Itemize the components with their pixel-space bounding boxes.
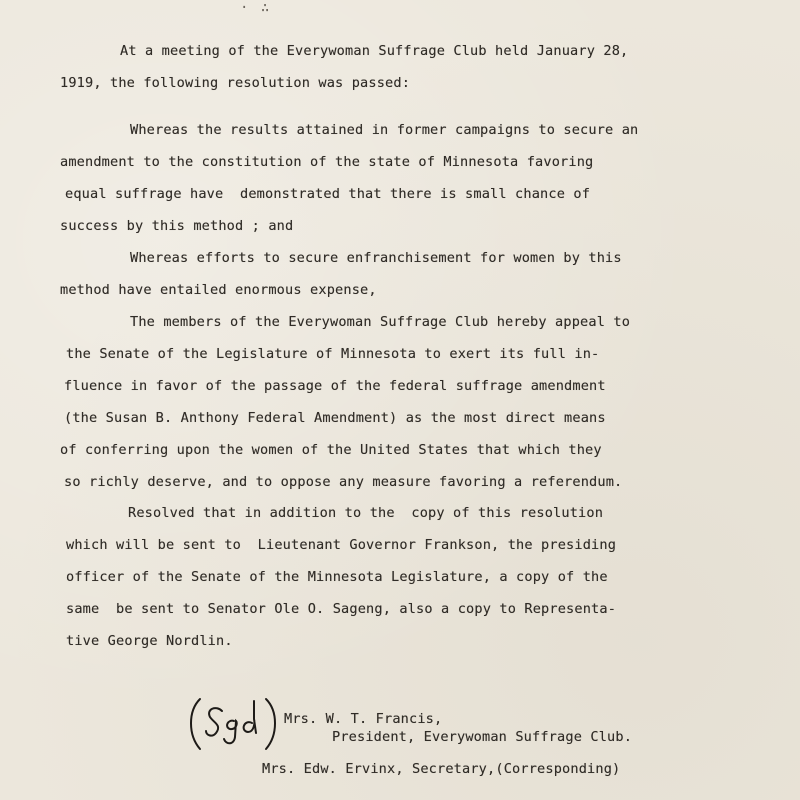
text-line: 1919, the following resolution was passed: [60, 75, 411, 91]
text-line: amendment to the constitution of the state of Minnesota favoring [60, 154, 594, 170]
ink-speck: · ∴ [240, 0, 272, 16]
text-line: method have entailed enormous expense, [60, 282, 377, 298]
text-line: same be sent to Senator Ole O. Sageng, also a copy to Representa- [66, 601, 617, 617]
text-line: Whereas the results attained in former campaigns to secure an [130, 122, 639, 138]
text-line: Resolved that in addition to the copy of this resolution [128, 505, 604, 521]
text-line: success by this method ; and [60, 218, 294, 234]
text-line: so richly deserve, and to oppose any measure favoring a referendum. [64, 474, 623, 490]
text-line: fluence in favor of the passage of the federal suffrage amendment [64, 378, 606, 394]
text-line: tive George Nordlin. [66, 633, 233, 649]
text-line: (the Susan B. Anthony Federal Amendment) as the most direct means [64, 410, 606, 426]
text-line: of conferring upon the women of the United States that which they [60, 442, 602, 458]
text-line: the Senate of the Legislature of Minnesota to exert its full in- [66, 346, 600, 362]
handwritten-sgd-mark [182, 693, 282, 753]
text-line: equal suffrage have demonstrated that there is small chance of [65, 186, 591, 202]
text-line: The members of the Everywoman Suffrage Club hereby appeal to [130, 314, 631, 330]
signer-title: President, Everywoman Suffrage Club. [332, 729, 633, 745]
text-line: Whereas efforts to secure enfranchisement for women by this [130, 250, 622, 266]
text-line: officer of the Senate of the Minnesota Legislature, a copy of the [66, 569, 608, 585]
text-line: At a meeting of the Everywoman Suffrage Club held January 28, [120, 43, 629, 59]
secretary-line: Mrs. Edw. Ervinx, Secretary,(Corresponding) [262, 761, 621, 777]
signer-name: Mrs. W. T. Francis, [284, 711, 443, 727]
text-line: which will be sent to Lieutenant Governor Frankson, the presiding [66, 537, 617, 553]
